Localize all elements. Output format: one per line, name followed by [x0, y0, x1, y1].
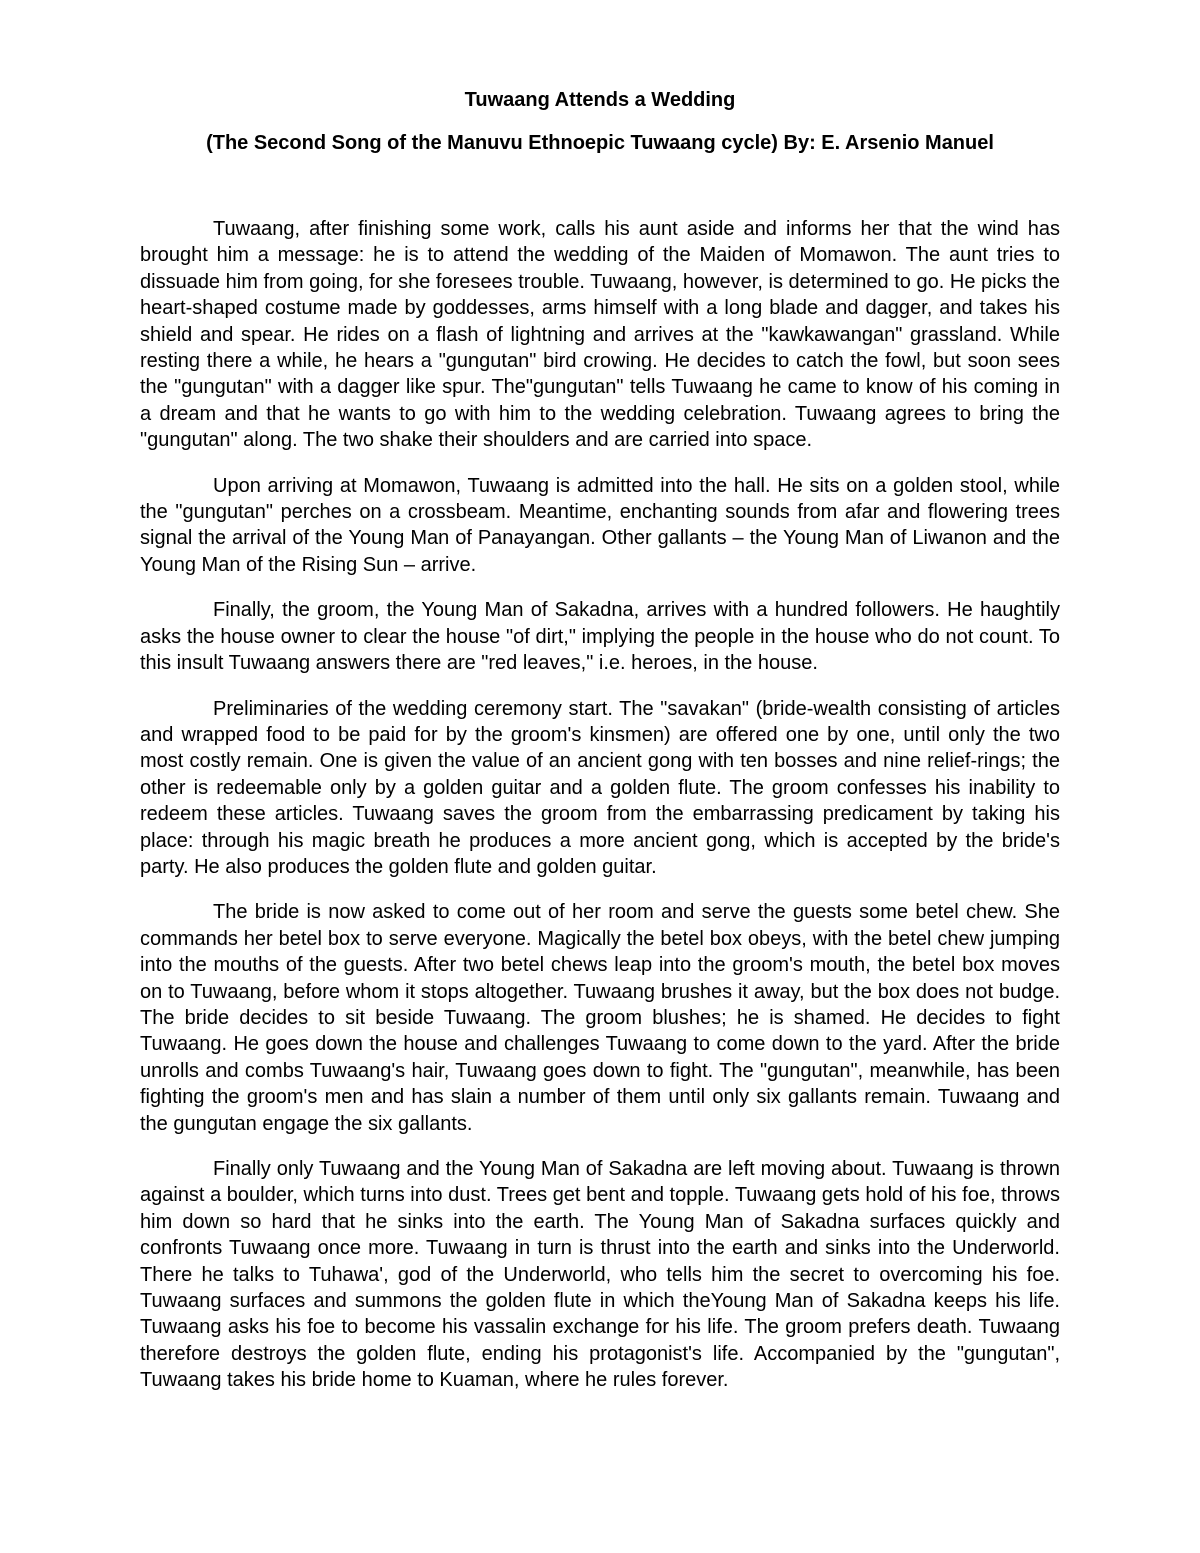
paragraph-5: The bride is now asked to come out of her room and serve the guests some betel chew. She commands her betel box to serve everyone. Magically the betel box obeys, with the betel chew jumping into the mouths of the guests. After two betel chews leap into the groom's mouth, the betel box moves on to Tuwaang, before whom it stops altogether. Tuwaang brushes it away, but the box does not budge. The bride decides to sit beside Tuwaang. The groom blushes; he is shamed. He decides to fight Tuwaang. He goes down the house and challenges Tuwaang to come down to the yard. After the bride unrolls and combs Tuwaang's hair, Tuwaang goes down to fight. The "gungutan", meanwhile, has been fighting the groom's men and has slain a number of them until only six gallants remain. Tuwaang and the gungutan engage the six gallants. — [140, 901, 1060, 1135]
document-body — [140, 216, 1060, 1413]
paragraph-1: Tuwaang, after finishing some work, calls his aunt aside and informs her that the wind has brought him a message: he is to attend the wedding of the Maiden of Momawon. The aunt tries to dissuade him from going, for she foresees trouble. Tuwaang, however, is determined to go. He picks the heart-shaped costume made by goddesses, arms himself with a long blade and dagger, and takes his shield and spear. He rides on a flash of lightning and arrives at the "kawkawangan" grassland. While resting there a while, he hears a "gungutan" bird crowing. He decides to catch the fowl, but soon sees the "gungutan" with a dagger like spur. The"gungutan" tells Tuwaang he came to know of his coming in a dream and that he wants to go with him to the wedding celebration. Tuwaang agrees to bring the "gungutan" along. The two shake their shoulders and are carried into space. — [140, 218, 1060, 452]
document-title: Tuwaang Attends a Wedding — [464, 89, 736, 111]
document-subtitle: (The Second Song of the Manuvu Ethnoepic Tuwaang cycle) By: E. Arsenio Manuel — [206, 132, 994, 154]
paragraph-2: Upon arriving at Momawon, Tuwaang is admitted into the hall. He sits on a golden stool, while the "gungutan" perches on a crossbeam. Meantime, enchanting sounds from afar and flowering trees signal the arrival of the Young Man of Panayangan. Other gallants – the Young Man of Liwanon and the Young Man of the Rising Sun – arrive. — [140, 474, 1060, 576]
paragraph-4: Preliminaries of the wedding ceremony start. The "savakan" (bride-wealth consisting of articles and wrapped food to be paid for by the groom's kinsmen) are offered one by one, until only the two most costly remain. One is given the value of an ancient gong with ten bosses and nine relief-rings; the other is redeemable only by a golden guitar and a golden flute. The groom confesses his inability to redeem these articles. Tuwaang saves the groom from the embarrassing predicament by taking his place: through his magic breath he produces a more ancient gong, which is accepted by the bride's party. He also produces the golden flute and golden guitar. — [140, 697, 1060, 878]
paragraph-3: Finally, the groom, the Young Man of Sakadna, arrives with a hundred followers. He haughtily asks the house owner to clear the house "of dirt," implying the people in the house who do not count. To this insult Tuwaang answers there are "red leaves," i.e. heroes, in the house. — [140, 599, 1060, 675]
paragraph-6: Finally only Tuwaang and the Young Man of Sakadna are left moving about. Tuwaang is thrown against a boulder, which turns into dust. Trees get bent and topple. Tuwaang gets hold of his foe, throws him down so hard that he sinks into the earth. The Young Man of Sakadna surfaces quickly and confronts Tuwaang once more. Tuwaang in turn is thrust into the earth and sinks into the Underworld. There he talks to Tuhawa', god of the Underworld, who tells him the secret to overcoming his foe. Tuwaang surfaces and summons the golden flute in which theYoung Man of Sakadna keeps his life. Tuwaang asks his foe to become his vassalin exchange for his life. The groom prefers death. Tuwaang therefore destroys the golden flute, ending his protagonist's life. Accompanied by the "gungutan", Tuwaang takes his bride home to Kuaman, where he rules forever. — [140, 1158, 1060, 1392]
